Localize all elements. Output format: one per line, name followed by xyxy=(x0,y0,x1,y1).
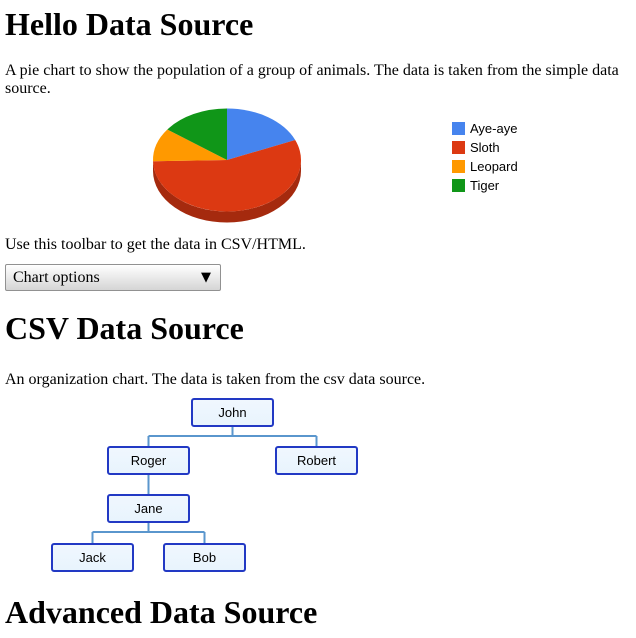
legend-label: Tiger xyxy=(470,178,500,193)
org-node-jack[interactable]: Jack xyxy=(51,543,134,572)
legend-label: Aye-aye xyxy=(470,121,518,136)
org-node-john[interactable]: John xyxy=(191,398,274,427)
org-node-robert[interactable]: Robert xyxy=(275,446,358,475)
org-chart-description: An organization chart. The data is taken from the csv data source. xyxy=(5,371,426,388)
legend-item-tiger xyxy=(452,179,499,192)
org-chart xyxy=(0,397,636,573)
legend-item-leopard xyxy=(452,160,518,173)
legend-swatch-icon xyxy=(452,179,465,192)
chart-options-dropdown[interactable] xyxy=(5,264,221,291)
legend-swatch-icon xyxy=(452,122,465,135)
org-node-roger[interactable]: Roger xyxy=(107,446,190,475)
org-node-jane[interactable]: Jane xyxy=(107,494,190,523)
dropdown-arrow-icon: ▼ xyxy=(201,270,211,285)
legend-item-aye-aye xyxy=(452,122,517,135)
pie-chart xyxy=(0,100,636,235)
chart-options-label: Chart options xyxy=(13,268,100,286)
hello-data-source-heading: Hello Data Source xyxy=(5,6,254,42)
csv-data-source-heading: CSV Data Source xyxy=(5,310,244,346)
legend-item-sloth xyxy=(452,141,500,154)
advanced-data-source-heading: Advanced Data Source xyxy=(5,594,318,630)
legend-swatch-icon xyxy=(452,141,465,154)
legend-label: Leopard xyxy=(470,159,518,174)
legend-label: Sloth xyxy=(470,140,500,155)
org-node-bob[interactable]: Bob xyxy=(163,543,246,572)
legend-swatch-icon xyxy=(452,160,465,173)
pie-chart-description: A pie chart to show the population of a group of animals. The data is taken from the simple data source. xyxy=(5,62,619,98)
toolbar-hint-text: Use this toolbar to get the data in CSV/HTML. xyxy=(5,236,306,253)
pie-3d-graphic xyxy=(0,100,636,235)
